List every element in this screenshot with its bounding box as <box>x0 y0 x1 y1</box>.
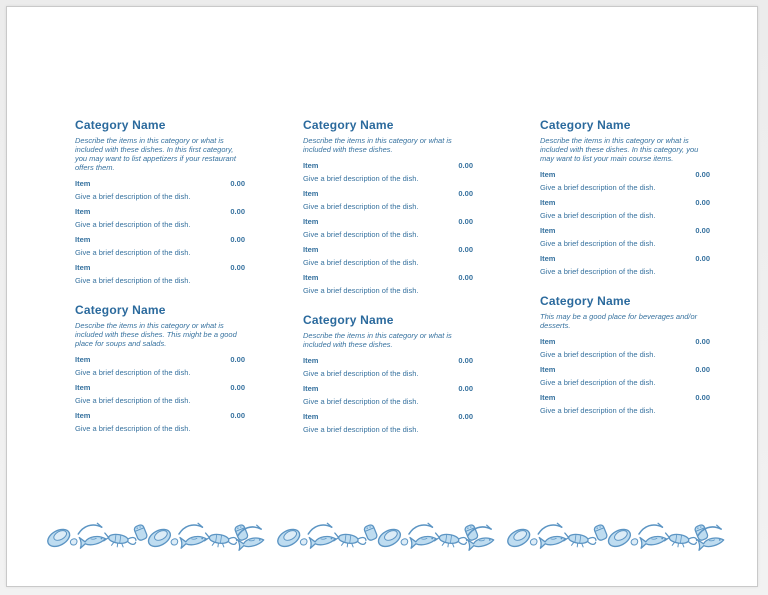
item-name: Item <box>540 365 556 374</box>
item-name: Item <box>540 198 556 207</box>
menu-item <box>75 207 245 229</box>
menu-item <box>303 356 473 378</box>
category-description: Describe the items in this category or what is included with these dishes. In this category, you may want to list your main course items. <box>540 136 699 163</box>
item-description: Give a brief description of the dish. <box>75 396 191 405</box>
item-description: Give a brief description of the dish. <box>540 350 656 359</box>
menu-item-row <box>75 179 245 188</box>
item-description: Give a brief description of the dish. <box>75 276 191 285</box>
item-description: Give a brief description of the dish. <box>303 397 419 406</box>
item-price: 0.00 <box>458 384 473 393</box>
menu-item-row <box>540 254 710 263</box>
seafood-border-decoration-center <box>276 512 496 556</box>
menu-category <box>303 313 473 434</box>
menu-item <box>303 384 473 406</box>
menu-item-row <box>303 217 473 226</box>
item-name: Item <box>75 355 91 364</box>
menu-category <box>540 118 710 276</box>
menu-item-row <box>75 263 245 272</box>
item-name: Item <box>303 356 319 365</box>
menu-item-row <box>75 355 245 364</box>
item-price: 0.00 <box>695 198 710 207</box>
item-price: 0.00 <box>230 207 245 216</box>
category-item-list <box>303 356 473 434</box>
item-name: Item <box>75 411 91 420</box>
item-price: 0.00 <box>458 356 473 365</box>
item-name: Item <box>303 245 319 254</box>
item-price: 0.00 <box>230 235 245 244</box>
menu-template-page <box>6 6 758 587</box>
item-name: Item <box>540 226 556 235</box>
category-title: Category Name <box>540 294 631 308</box>
item-name: Item <box>540 170 556 179</box>
item-name: Item <box>540 337 556 346</box>
menu-item-row <box>303 356 473 365</box>
menu-item <box>75 263 245 285</box>
menu-item <box>303 273 473 295</box>
menu-item-row <box>540 170 710 179</box>
item-name: Item <box>75 207 91 216</box>
item-name: Item <box>75 263 91 272</box>
item-price: 0.00 <box>458 245 473 254</box>
item-description: Give a brief description of the dish. <box>75 248 191 257</box>
item-price: 0.00 <box>695 170 710 179</box>
menu-category <box>75 303 245 433</box>
item-price: 0.00 <box>230 263 245 272</box>
item-price: 0.00 <box>230 383 245 392</box>
category-item-list <box>303 161 473 295</box>
item-price: 0.00 <box>695 365 710 374</box>
category-item-list <box>75 179 245 285</box>
menu-item <box>303 189 473 211</box>
menu-item <box>540 226 710 248</box>
item-description: Give a brief description of the dish. <box>540 406 656 415</box>
category-item-list <box>540 170 710 276</box>
item-description: Give a brief description of the dish. <box>75 220 191 229</box>
menu-category <box>540 294 710 415</box>
item-price: 0.00 <box>458 161 473 170</box>
category-item-list <box>540 337 710 415</box>
item-description: Give a brief description of the dish. <box>540 239 656 248</box>
item-name: Item <box>75 179 91 188</box>
item-price: 0.00 <box>458 412 473 421</box>
item-name: Item <box>540 254 556 263</box>
category-title: Category Name <box>540 118 631 132</box>
item-description: Give a brief description of the dish. <box>540 183 656 192</box>
item-price: 0.00 <box>230 355 245 364</box>
menu-item <box>303 217 473 239</box>
menu-item-row <box>540 337 710 346</box>
menu-item-row <box>75 383 245 392</box>
category-description: Describe the items in this category or what is included with these dishes. <box>303 331 452 349</box>
item-description: Give a brief description of the dish. <box>303 369 419 378</box>
menu-item-row <box>303 189 473 198</box>
menu-panel-left <box>75 118 245 439</box>
menu-item-row <box>303 273 473 282</box>
menu-item-row <box>303 161 473 170</box>
item-price: 0.00 <box>230 411 245 420</box>
seafood-border-decoration-left <box>46 512 266 556</box>
menu-item <box>540 337 710 359</box>
item-description: Give a brief description of the dish. <box>75 368 191 377</box>
menu-item <box>75 355 245 377</box>
menu-item-row <box>540 365 710 374</box>
item-description: Give a brief description of the dish. <box>303 230 419 239</box>
item-name: Item <box>540 393 556 402</box>
item-name: Item <box>303 384 319 393</box>
seafood-border-footer <box>46 512 726 556</box>
category-title: Category Name <box>303 118 394 132</box>
item-description: Give a brief description of the dish. <box>303 286 419 295</box>
item-description: Give a brief description of the dish. <box>303 202 419 211</box>
menu-item <box>303 161 473 183</box>
item-price: 0.00 <box>695 337 710 346</box>
category-title: Category Name <box>75 303 166 317</box>
item-name: Item <box>75 235 91 244</box>
menu-item <box>540 254 710 276</box>
category-description: Describe the items in this category or what is included with these dishes. This might be a good place for soups and salads. <box>75 321 237 348</box>
category-title: Category Name <box>75 118 166 132</box>
item-description: Give a brief description of the dish. <box>75 192 191 201</box>
seafood-border-decoration-right <box>506 512 726 556</box>
menu-item <box>75 411 245 433</box>
menu-category <box>303 118 473 295</box>
menu-item-row <box>540 226 710 235</box>
item-price: 0.00 <box>230 179 245 188</box>
menu-item <box>540 365 710 387</box>
item-price: 0.00 <box>458 217 473 226</box>
item-price: 0.00 <box>695 226 710 235</box>
item-price: 0.00 <box>458 189 473 198</box>
item-price: 0.00 <box>695 393 710 402</box>
menu-item <box>75 235 245 257</box>
item-description: Give a brief description of the dish. <box>540 211 656 220</box>
category-item-list <box>75 355 245 433</box>
menu-category <box>75 118 245 285</box>
item-description: Give a brief description of the dish. <box>303 174 419 183</box>
category-description: This may be a good place for beverages and/or desserts. <box>540 312 698 330</box>
menu-item <box>540 170 710 192</box>
item-description: Give a brief description of the dish. <box>540 378 656 387</box>
menu-item <box>540 198 710 220</box>
item-price: 0.00 <box>458 273 473 282</box>
item-name: Item <box>303 273 319 282</box>
menu-item-row <box>75 235 245 244</box>
item-price: 0.00 <box>695 254 710 263</box>
menu-item-row <box>303 384 473 393</box>
item-name: Item <box>75 383 91 392</box>
menu-item-row <box>303 245 473 254</box>
menu-panel-right <box>540 118 710 421</box>
item-name: Item <box>303 161 319 170</box>
menu-item-row <box>303 412 473 421</box>
menu-item <box>75 383 245 405</box>
category-description: Describe the items in this category or what is included with these dishes. <box>303 136 452 154</box>
item-description: Give a brief description of the dish. <box>75 424 191 433</box>
menu-item <box>540 393 710 415</box>
menu-item <box>303 412 473 434</box>
item-name: Item <box>303 412 319 421</box>
item-description: Give a brief description of the dish. <box>303 258 419 267</box>
menu-item <box>303 245 473 267</box>
item-description: Give a brief description of the dish. <box>540 267 656 276</box>
menu-item-row <box>75 411 245 420</box>
menu-item-row <box>75 207 245 216</box>
item-name: Item <box>303 189 319 198</box>
menu-item <box>75 179 245 201</box>
menu-item-row <box>540 393 710 402</box>
item-description: Give a brief description of the dish. <box>303 425 419 434</box>
item-name: Item <box>303 217 319 226</box>
menu-panel-center <box>303 118 473 440</box>
menu-item-row <box>540 198 710 207</box>
category-title: Category Name <box>303 313 394 327</box>
category-description: Describe the items in this category or what is included with these dishes. In this first category, you may want to list appetizers if your restaurant offers them. <box>75 136 236 172</box>
